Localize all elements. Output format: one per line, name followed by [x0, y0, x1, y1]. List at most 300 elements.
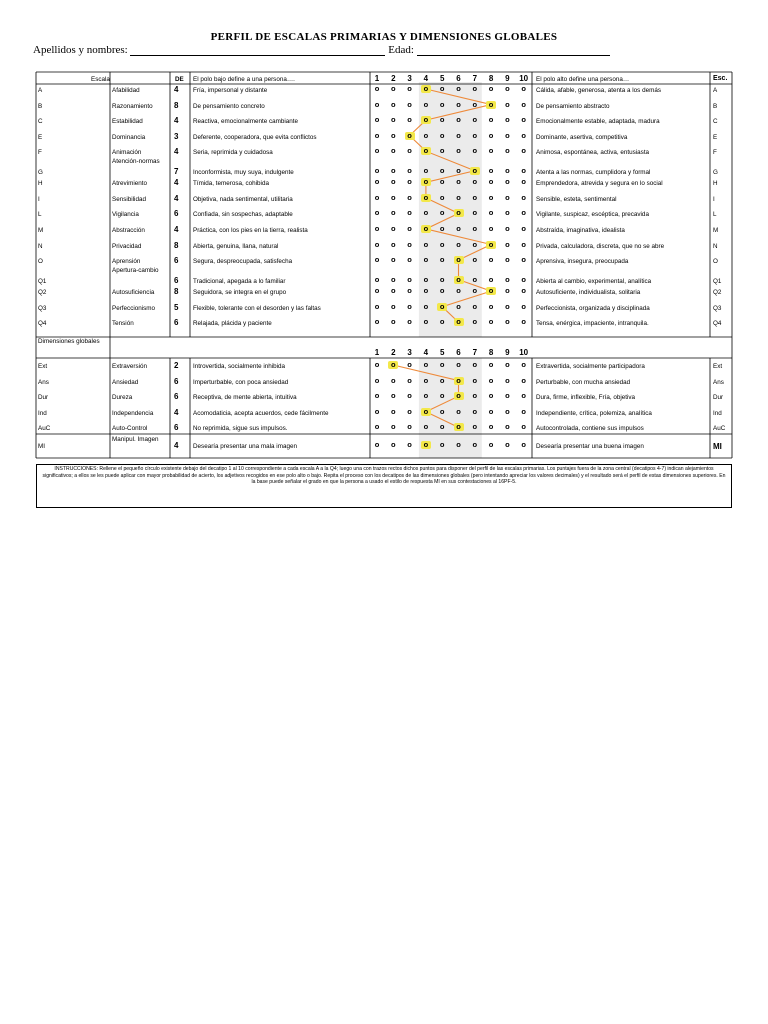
scale-q2-circle-1[interactable]: o — [374, 286, 380, 296]
global-ext-circle-5[interactable]: o — [439, 360, 445, 369]
scale-c-circle-3[interactable]: o — [407, 115, 412, 125]
scale-o-circle-7[interactable]: o — [472, 255, 478, 265]
scale-m-circle-8[interactable]: o — [488, 223, 494, 233]
scale-a-circle-9[interactable]: o — [505, 84, 510, 93]
scale-i-circle-3[interactable]: o — [407, 192, 412, 202]
scale-a-circle-3[interactable]: o — [407, 84, 412, 93]
scale-m-high-pole: Abstraída, imaginativa, idealista — [536, 226, 625, 234]
scale-h-circle-4[interactable]: o — [421, 178, 431, 186]
scale-g-circle-2[interactable]: o — [391, 165, 396, 175]
scale-m-low-pole: Práctica, con los pies en la tierra, realista — [193, 226, 308, 234]
decatipo-header-6: 6 — [456, 74, 461, 83]
scale-i-circle-1[interactable]: o — [374, 192, 380, 202]
global-ext-code-right: Ext — [713, 363, 723, 370]
scale-e-circle-10[interactable]: o — [521, 130, 526, 140]
scale-c-high-pole: Emocionalmente estable, adaptada, madura — [536, 118, 660, 126]
global-dur-circle-7[interactable]: o — [472, 391, 478, 401]
header-high-pole: El polo alto define una persona… — [536, 76, 630, 83]
scale-m-circle-10[interactable]: o — [521, 223, 526, 233]
scale-q2-code-left: Q2 — [38, 289, 47, 297]
global-dur-code-right: Dur — [713, 394, 724, 402]
scale-e-circle-8[interactable]: o — [488, 130, 494, 140]
global-ans-circle-7[interactable]: o — [472, 375, 478, 385]
scale-q2-circle-4[interactable]: o — [423, 286, 429, 296]
scale-q1-name: Apertura-cambio — [112, 266, 159, 274]
scale-q4-circle-2[interactable]: o — [391, 317, 396, 327]
global-ext-circle-2[interactable]: o — [388, 361, 398, 369]
scale-l-circle-8[interactable]: o — [488, 208, 494, 218]
scale-q2-circle-5[interactable]: o — [439, 286, 445, 296]
scale-c-de: 4 — [174, 116, 179, 126]
scale-n-circle-5[interactable]: o — [439, 239, 445, 249]
scale-q2-circle-6[interactable]: o — [456, 286, 461, 296]
scale-e-low-pole: Deferente, cooperadora, que evita conflictos — [193, 133, 317, 141]
global-ans-circle-3[interactable]: o — [407, 375, 412, 385]
scale-e-circle-9[interactable]: o — [505, 130, 510, 140]
global-ext-circle-7[interactable]: o — [472, 360, 478, 369]
scale-q4-circle-5[interactable]: o — [439, 317, 445, 327]
scale-b-circle-10[interactable]: o — [521, 99, 526, 109]
global-ans-circle-2[interactable]: o — [391, 375, 396, 385]
scale-q4-circle-4[interactable]: o — [423, 317, 429, 327]
decatipo-header-3: 3 — [407, 74, 412, 83]
scale-q1-circle-3[interactable]: o — [407, 274, 412, 284]
scale-f-circle-4[interactable]: o — [421, 147, 431, 155]
global-dur-circle-4[interactable]: o — [423, 391, 429, 401]
scale-q1-circle-5[interactable]: o — [439, 274, 445, 284]
scale-n-circle-9[interactable]: o — [505, 239, 510, 249]
scale-q4-circle-9[interactable]: o — [505, 317, 510, 327]
scale-c-code-right: C — [713, 118, 718, 126]
global-ind-code-right: Ind — [713, 409, 722, 417]
global-dur-circle-8[interactable]: o — [488, 391, 494, 401]
mi-high-pole: Desearía presentar una buena imagen — [536, 443, 644, 450]
global-ind-circle-8[interactable]: o — [488, 406, 494, 416]
scale-g-name: Atención-normas — [112, 157, 160, 165]
scale-q3-circle-3[interactable]: o — [407, 301, 412, 311]
scale-b-circle-5[interactable]: o — [439, 99, 445, 109]
global-dur-circle-10[interactable]: o — [521, 391, 526, 401]
scale-a-circle-10[interactable]: o — [521, 84, 526, 93]
scale-q1-high-pole: Abierta al cambio, experimental, analítica — [536, 277, 652, 285]
decatipo-header-9: 9 — [505, 74, 510, 83]
decatipo-header-global-3: 3 — [407, 348, 412, 357]
global-ans-circle-8[interactable]: o — [488, 375, 494, 385]
scale-h-code-right: H — [713, 180, 718, 188]
global-auc-circle-4[interactable]: o — [423, 422, 429, 432]
scale-g-circle-9[interactable]: o — [505, 165, 510, 175]
scale-h-circle-2[interactable]: o — [391, 177, 396, 187]
scale-i-circle-9[interactable]: o — [505, 192, 510, 202]
scale-b-circle-3[interactable]: o — [407, 99, 412, 109]
scale-m-code-right: M — [713, 226, 719, 234]
global-auc-circle-6[interactable]: o — [454, 423, 464, 431]
global-auc-circle-1[interactable]: o — [374, 422, 380, 432]
decatipo-header-global-6: 6 — [456, 348, 461, 357]
scale-a-circle-7[interactable]: o — [472, 84, 478, 93]
scale-b-circle-9[interactable]: o — [505, 99, 510, 109]
decatipo-header-7: 7 — [472, 74, 478, 83]
scale-o-circle-6[interactable]: o — [454, 256, 464, 264]
scale-h-circle-9[interactable]: o — [505, 177, 510, 187]
scale-i-circle-10[interactable]: o — [521, 192, 526, 202]
scale-e-circle-6[interactable]: o — [456, 130, 461, 140]
scale-f-circle-10[interactable]: o — [521, 146, 526, 156]
scale-q3-circle-6[interactable]: o — [456, 301, 461, 311]
scale-q4-circle-1[interactable]: o — [374, 317, 380, 327]
global-ind-circle-1[interactable]: o — [374, 406, 380, 416]
scale-a-circle-6[interactable]: o — [456, 84, 461, 93]
global-dur-circle-3[interactable]: o — [407, 391, 412, 401]
instructions-box: INSTRUCCIONES: Rellene el pequeño círculo existente debajo del decatipo 1 al 10 correspondiente a cada escala A a la Q4; luego una con trazos rectos dichos puntos para disponer del perfil de las escalas primarias. Los puntajes fuera de la zona central (decatipos 4-7) indican alejamientos significativos; a ellos se les puede aplicar con mayor probabilidad de acierto, los adjetivos recogidos en ese polo alto o bajo. Repita el proceso con los decatipos de las dimensiones globales (pero intentando apreciar los valores decimales) y el resultado será el perfil de estas dimensiones superiores. En la base puede señalar el grado en que la persona a usado el estilo de respuesta MI en sus contestaciones al 16PF-5. — [36, 464, 732, 508]
scale-i-circle-8[interactable]: o — [488, 192, 494, 202]
scale-q2-circle-8[interactable]: o — [486, 287, 496, 295]
scale-n-circle-7[interactable]: o — [472, 239, 478, 249]
scale-q3-circle-1[interactable]: o — [374, 301, 380, 311]
scale-i-de: 4 — [174, 193, 179, 203]
scale-f-circle-5[interactable]: o — [439, 146, 445, 156]
decatipo-header-global-1: 1 — [374, 348, 380, 357]
decatipo-header-5: 5 — [439, 74, 445, 83]
scale-i-circle-4[interactable]: o — [421, 194, 431, 202]
global-ind-circle-2[interactable]: o — [391, 406, 396, 416]
global-auc-circle-9[interactable]: o — [505, 422, 510, 432]
scale-m-circle-9[interactable]: o — [505, 223, 510, 233]
scale-a-circle-2[interactable]: o — [391, 84, 396, 93]
global-ext-name: Extraversión — [112, 363, 147, 370]
scale-g-circle-7[interactable]: o — [470, 167, 480, 175]
scale-q3-circle-2[interactable]: o — [391, 301, 396, 311]
global-auc-circle-3[interactable]: o — [407, 422, 412, 432]
scale-q3-high-pole: Perfeccionista, organizada y disciplinada — [536, 304, 650, 312]
scale-g-low-pole: Inconformista, muy suya, indulgente — [193, 168, 294, 176]
scale-q3-code-left: Q3 — [38, 304, 47, 312]
scale-a-circle-5[interactable]: o — [439, 84, 445, 93]
global-ext-circle-9[interactable]: o — [505, 360, 510, 369]
scale-q2-circle-10[interactable]: o — [521, 286, 526, 296]
scale-g-circle-8[interactable]: o — [488, 165, 494, 175]
scale-o-code-left: O — [38, 258, 43, 266]
scale-b-circle-4[interactable]: o — [423, 99, 429, 109]
global-ind-circle-7[interactable]: o — [472, 406, 478, 416]
scale-q1-circle-8[interactable]: o — [488, 274, 494, 284]
scale-h-circle-6[interactable]: o — [456, 177, 461, 187]
scale-q3-circle-8[interactable]: o — [488, 301, 494, 311]
scale-m-circle-4[interactable]: o — [421, 225, 431, 233]
scale-n-code-right: N — [713, 242, 718, 250]
mi-circle-9[interactable]: o — [505, 440, 510, 449]
page-title: PERFIL DE ESCALAS PRIMARIAS Y DIMENSIONES GLOBALES — [210, 31, 558, 43]
scale-o-circle-2[interactable]: o — [391, 255, 396, 265]
global-auc-circle-8[interactable]: o — [488, 422, 494, 432]
scale-q1-circle-1[interactable]: o — [374, 274, 380, 284]
global-dur-circle-6[interactable]: o — [454, 392, 464, 400]
global-ans-circle-1[interactable]: o — [374, 375, 380, 385]
global-ans-circle-9[interactable]: o — [505, 375, 510, 385]
global-ext-circle-4[interactable]: o — [423, 360, 429, 369]
scale-g-circle-1[interactable]: o — [374, 165, 380, 175]
scale-l-circle-6[interactable]: o — [454, 209, 464, 217]
scale-e-circle-2[interactable]: o — [391, 130, 396, 140]
global-ind-circle-10[interactable]: o — [521, 406, 526, 416]
scale-c-circle-10[interactable]: o — [521, 115, 526, 125]
global-dur-circle-5[interactable]: o — [439, 391, 445, 401]
scale-g-circle-6[interactable]: o — [456, 165, 461, 175]
global-ans-code-right: Ans — [713, 378, 724, 386]
scale-q2-circle-9[interactable]: o — [505, 286, 510, 296]
global-ans-circle-4[interactable]: o — [423, 375, 429, 385]
scale-q1-low-pole: Tradicional, apegada a lo familiar — [193, 277, 286, 285]
scale-q3-de: 5 — [174, 302, 179, 312]
scale-b-circle-8[interactable]: o — [486, 101, 496, 109]
scale-a-code-right: A — [713, 87, 718, 94]
scale-c-circle-2[interactable]: o — [391, 115, 396, 125]
scale-h-circle-1[interactable]: o — [374, 177, 380, 187]
scale-l-circle-7[interactable]: o — [472, 208, 478, 218]
global-ext-high-pole: Extravertida, socialmente participadora — [536, 363, 645, 370]
age-label: Edad: — [388, 44, 414, 56]
scale-e-code-right: E — [713, 133, 718, 141]
scale-q4-code-left: Q4 — [38, 320, 47, 328]
global-ans-name: Ansiedad — [112, 378, 139, 386]
scale-q4-name: Tensión — [112, 320, 134, 328]
global-ans-circle-10[interactable]: o — [521, 375, 526, 385]
scale-c-circle-4[interactable]: o — [421, 116, 431, 124]
scale-q2-circle-3[interactable]: o — [407, 286, 412, 296]
global-ind-circle-4[interactable]: o — [421, 408, 431, 416]
scale-q1-circle-2[interactable]: o — [391, 274, 396, 284]
decatipo-header-8: 8 — [488, 74, 494, 83]
scale-n-circle-1[interactable]: o — [374, 239, 380, 249]
global-ext-circle-6[interactable]: o — [456, 360, 461, 369]
scale-b-circle-2[interactable]: o — [391, 99, 396, 109]
scale-e-circle-1[interactable]: o — [374, 130, 380, 140]
scale-f-code-left: F — [38, 149, 42, 157]
header-code: Esc. — [713, 75, 728, 82]
global-auc-circle-2[interactable]: o — [391, 422, 396, 432]
scale-m-circle-7[interactable]: o — [472, 223, 478, 233]
decatipo-header-global-4: 4 — [423, 348, 429, 357]
scale-h-circle-3[interactable]: o — [407, 177, 412, 187]
scale-q2-circle-2[interactable]: o — [391, 286, 396, 296]
scale-c-name: Estabilidad — [112, 118, 143, 126]
scale-c-circle-8[interactable]: o — [488, 115, 494, 125]
global-ext-circle-1[interactable]: o — [374, 360, 380, 369]
scale-l-circle-4[interactable]: o — [423, 208, 429, 218]
scale-g-code-left: G — [38, 168, 43, 176]
scale-q4-circle-7[interactable]: o — [472, 317, 478, 327]
scale-l-circle-9[interactable]: o — [505, 208, 510, 218]
scale-q1-circle-9[interactable]: o — [505, 274, 510, 284]
global-auc-circle-5[interactable]: o — [439, 422, 445, 432]
scale-q4-circle-8[interactable]: o — [488, 317, 494, 327]
scale-q3-circle-4[interactable]: o — [423, 301, 429, 311]
scale-m-circle-2[interactable]: o — [391, 223, 396, 233]
scale-m-circle-6[interactable]: o — [456, 223, 461, 233]
scale-q1-circle-6[interactable]: o — [454, 276, 464, 284]
global-ext-circle-10[interactable]: o — [521, 360, 526, 369]
scale-o-circle-4[interactable]: o — [423, 255, 429, 265]
scale-o-de: 6 — [174, 256, 179, 266]
scale-l-de: 6 — [174, 209, 179, 219]
scale-o-circle-1[interactable]: o — [374, 255, 380, 265]
scale-b-circle-7[interactable]: o — [472, 99, 478, 109]
scale-n-circle-4[interactable]: o — [423, 239, 429, 249]
scale-m-circle-1[interactable]: o — [374, 223, 380, 233]
scale-a-circle-1[interactable]: o — [374, 84, 380, 93]
global-dur-circle-1[interactable]: o — [374, 391, 380, 401]
scale-n-circle-2[interactable]: o — [391, 239, 396, 249]
scale-l-circle-5[interactable]: o — [439, 208, 445, 218]
global-dur-circle-2[interactable]: o — [391, 391, 396, 401]
scale-e-circle-7[interactable]: o — [472, 130, 478, 140]
scale-a-circle-4[interactable]: o — [421, 85, 431, 93]
scale-n-circle-8[interactable]: o — [486, 241, 496, 249]
scale-f-circle-3[interactable]: o — [407, 146, 412, 156]
scale-g-circle-3[interactable]: o — [407, 165, 412, 175]
scale-e-circle-4[interactable]: o — [423, 130, 429, 140]
mi-circle-10[interactable]: o — [521, 440, 526, 449]
global-ans-low-pole: Imperturbable, con poca ansiedad — [193, 378, 289, 386]
scale-e-circle-5[interactable]: o — [439, 130, 445, 140]
scale-m-circle-3[interactable]: o — [407, 223, 412, 233]
scale-q1-circle-7[interactable]: o — [472, 274, 478, 284]
scale-q3-name: Perfeccionismo — [112, 304, 156, 312]
mi-circle-1[interactable]: o — [374, 440, 380, 449]
scale-q2-high-pole: Autosuficiente, individualista, solitaria — [536, 289, 641, 297]
global-ind-circle-5[interactable]: o — [439, 406, 445, 416]
scale-g-circle-5[interactable]: o — [439, 165, 445, 175]
scale-q3-circle-9[interactable]: o — [505, 301, 510, 311]
scale-e-circle-3[interactable]: o — [405, 132, 415, 140]
scale-q3-circle-7[interactable]: o — [472, 301, 478, 311]
scale-q1-circle-10[interactable]: o — [521, 274, 526, 284]
scale-o-circle-10[interactable]: o — [521, 255, 526, 265]
mi-circle-8[interactable]: o — [488, 440, 494, 449]
scale-f-high-pole: Animosa, espontánea, activa, entusiasta — [536, 149, 650, 157]
scale-b-de: 8 — [174, 100, 179, 110]
global-ind-circle-6[interactable]: o — [456, 406, 461, 416]
scale-f-circle-7[interactable]: o — [472, 146, 478, 156]
decatipo-header-1: 1 — [374, 74, 380, 83]
scale-h-circle-10[interactable]: o — [521, 177, 526, 187]
scale-q1-circle-4[interactable]: o — [423, 274, 429, 284]
scale-o-circle-3[interactable]: o — [407, 255, 412, 265]
scale-q2-circle-7[interactable]: o — [472, 286, 478, 296]
mi-circle-4[interactable]: o — [421, 441, 431, 449]
scale-c-circle-1[interactable]: o — [374, 115, 380, 125]
scale-l-name: Vigilancia — [112, 211, 139, 219]
scale-q4-circle-10[interactable]: o — [521, 317, 526, 327]
scale-o-circle-8[interactable]: o — [488, 255, 494, 265]
global-ind-circle-9[interactable]: o — [505, 406, 510, 416]
decatipo-header-global-8: 8 — [488, 348, 494, 357]
scale-q2-name: Autosuficiencia — [112, 289, 155, 297]
scale-l-circle-2[interactable]: o — [391, 208, 396, 218]
global-ans-circle-5[interactable]: o — [439, 375, 445, 385]
decatipo-header-global-10: 10 — [519, 348, 529, 357]
mi-circle-3[interactable]: o — [407, 440, 412, 449]
global-auc-low-pole: No reprimida, sigue sus impulsos. — [193, 425, 288, 433]
scale-n-circle-10[interactable]: o — [521, 239, 526, 249]
scale-g-circle-10[interactable]: o — [521, 165, 526, 175]
scale-b-circle-1[interactable]: o — [374, 99, 380, 109]
scale-c-circle-5[interactable]: o — [439, 115, 445, 125]
global-auc-circle-10[interactable]: o — [521, 422, 526, 432]
global-ext-circle-3[interactable]: o — [407, 360, 412, 369]
scale-b-code-right: B — [713, 102, 718, 110]
decatipo-header-2: 2 — [391, 74, 396, 83]
scale-q4-circle-3[interactable]: o — [407, 317, 412, 327]
scale-q3-circle-5[interactable]: o — [437, 303, 447, 311]
scale-f-circle-1[interactable]: o — [374, 146, 380, 156]
scale-i-circle-6[interactable]: o — [456, 192, 461, 202]
scale-f-circle-9[interactable]: o — [505, 146, 510, 156]
scale-q3-circle-10[interactable]: o — [521, 301, 526, 311]
scale-i-circle-2[interactable]: o — [391, 192, 396, 202]
scale-q4-circle-6[interactable]: o — [454, 318, 464, 326]
scale-h-circle-8[interactable]: o — [488, 177, 494, 187]
scale-l-circle-3[interactable]: o — [407, 208, 412, 218]
scale-n-circle-3[interactable]: o — [407, 239, 412, 249]
scale-f-circle-8[interactable]: o — [488, 146, 494, 156]
global-ind-circle-3[interactable]: o — [407, 406, 412, 416]
scale-c-circle-9[interactable]: o — [505, 115, 510, 125]
scale-i-circle-5[interactable]: o — [439, 192, 445, 202]
scale-b-circle-6[interactable]: o — [456, 99, 461, 109]
mi-circle-6[interactable]: o — [456, 440, 461, 449]
scale-n-code-left: N — [38, 242, 43, 250]
scale-e-high-pole: Dominante, asertiva, competitiva — [536, 133, 628, 141]
global-auc-code-right: AuC — [713, 425, 726, 433]
scale-l-circle-1[interactable]: o — [374, 208, 380, 218]
scale-o-circle-9[interactable]: o — [505, 255, 510, 265]
scale-f-circle-2[interactable]: o — [391, 146, 396, 156]
scale-c-circle-6[interactable]: o — [456, 115, 461, 125]
scale-e-code-left: E — [38, 133, 43, 141]
global-ext-circle-8[interactable]: o — [488, 360, 494, 369]
global-ans-circle-6[interactable]: o — [454, 377, 464, 385]
scale-i-circle-7[interactable]: o — [472, 192, 478, 202]
scale-m-circle-5[interactable]: o — [439, 223, 445, 233]
global-ind-high-pole: Independiente, crítica, polemiza, analítica — [536, 409, 652, 417]
scale-o-high-pole: Aprensiva, insegura, preocupada — [536, 258, 629, 266]
global-dur-circle-9[interactable]: o — [505, 391, 510, 401]
scale-q1-de: 6 — [174, 275, 179, 285]
scale-b-code-left: B — [38, 102, 43, 110]
scale-g-circle-4[interactable]: o — [423, 165, 429, 175]
mi-circle-7[interactable]: o — [472, 440, 478, 449]
scale-h-circle-7[interactable]: o — [472, 177, 478, 187]
scale-n-circle-6[interactable]: o — [456, 239, 461, 249]
scale-a-circle-8[interactable]: o — [488, 84, 494, 93]
scale-q4-code-right: Q4 — [713, 320, 722, 328]
scale-a-low-pole: Fría, impersonal y distante — [193, 87, 268, 94]
scale-h-circle-5[interactable]: o — [439, 177, 445, 187]
global-auc-circle-7[interactable]: o — [472, 422, 478, 432]
scale-h-low-pole: Tímida, temerosa, cohibida — [193, 180, 269, 188]
scale-l-circle-10[interactable]: o — [521, 208, 526, 218]
mi-code-left: MI — [38, 443, 45, 450]
scale-c-circle-7[interactable]: o — [472, 115, 478, 125]
scale-q2-de: 8 — [174, 287, 179, 297]
scale-q4-de: 6 — [174, 318, 179, 328]
scale-f-circle-6[interactable]: o — [456, 146, 461, 156]
scale-o-circle-5[interactable]: o — [439, 255, 445, 265]
mi-circle-2[interactable]: o — [391, 440, 396, 449]
scale-a-name: Afabilidad — [112, 87, 140, 94]
mi-circle-5[interactable]: o — [439, 440, 445, 449]
